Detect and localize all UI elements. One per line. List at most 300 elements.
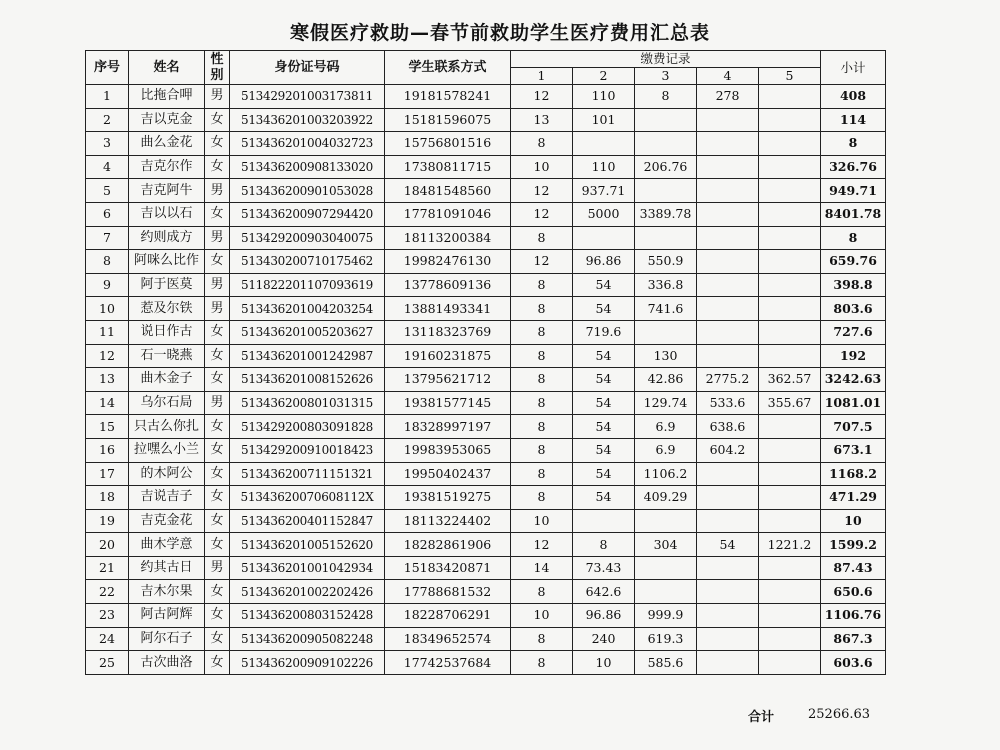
cell-seq: 4: [86, 155, 129, 179]
cell-payment-2: 96.86: [573, 604, 635, 628]
table-row: [86, 108, 886, 132]
cell-gender: 男: [205, 391, 230, 415]
table-row: [86, 391, 886, 415]
cell-payment-4: 54: [697, 533, 759, 557]
cell-payment-1: 8: [511, 651, 573, 675]
cell-gender: 女: [205, 438, 230, 462]
cell-gender: 女: [205, 415, 230, 439]
cell-name: 的木阿公: [129, 462, 205, 486]
cell-gender: 女: [205, 155, 230, 179]
cell-payment-3: 619.3: [635, 627, 697, 651]
cell-payment-1: 8: [511, 368, 573, 392]
cell-payment-5: 355.67: [759, 391, 821, 415]
header-payments: 缴费记录: [511, 51, 821, 68]
cell-gender: 男: [205, 226, 230, 250]
cell-gender: 女: [205, 651, 230, 675]
cell-payment-5: 362.57: [759, 368, 821, 392]
cell-payment-4: [697, 155, 759, 179]
cell-payment-4: [697, 179, 759, 203]
cell-payment-2: 719.6: [573, 320, 635, 344]
cell-gender: 女: [205, 108, 230, 132]
cell-payment-5: [759, 580, 821, 604]
cell-payment-4: [697, 627, 759, 651]
cell-payment-4: [697, 604, 759, 628]
cell-subtotal: 192: [821, 344, 886, 368]
cell-payment-2: 937.71: [573, 179, 635, 203]
table-row: [86, 627, 886, 651]
cell-payment-3: [635, 556, 697, 580]
cell-name: 吉克尔作: [129, 155, 205, 179]
cell-phone: 18228706291: [385, 604, 511, 628]
cell-payment-1: 8: [511, 132, 573, 156]
cell-subtotal: 949.71: [821, 179, 886, 203]
cell-payment-1: 8: [511, 438, 573, 462]
cell-payment-1: 10: [511, 509, 573, 533]
table-row: [86, 556, 886, 580]
cell-name: 吉克金花: [129, 509, 205, 533]
cell-payment-4: [697, 486, 759, 510]
cell-payment-2: 10: [573, 651, 635, 675]
cell-seq: 21: [86, 556, 129, 580]
cell-seq: 25: [86, 651, 129, 675]
cell-payment-1: 12: [511, 85, 573, 109]
cell-payment-3: 6.9: [635, 438, 697, 462]
cell-payment-1: 12: [511, 179, 573, 203]
table-row: [86, 85, 886, 109]
cell-name: 曲么金花: [129, 132, 205, 156]
cell-payment-2: 54: [573, 344, 635, 368]
table-row: [86, 438, 886, 462]
cell-payment-5: [759, 604, 821, 628]
cell-payment-5: [759, 627, 821, 651]
cell-payment-5: [759, 132, 821, 156]
cell-payment-1: 12: [511, 202, 573, 226]
cell-payment-3: 336.8: [635, 273, 697, 297]
cell-payment-4: [697, 462, 759, 486]
cell-seq: 18: [86, 486, 129, 510]
cell-phone: 17788681532: [385, 580, 511, 604]
cell-payment-3: 999.9: [635, 604, 697, 628]
cell-seq: 17: [86, 462, 129, 486]
cell-payment-5: [759, 297, 821, 321]
cell-payment-1: 8: [511, 580, 573, 604]
cell-name: 吉克阿牛: [129, 179, 205, 203]
cell-subtotal: 707.5: [821, 415, 886, 439]
cell-seq: 10: [86, 297, 129, 321]
cell-name: 阿尔石子: [129, 627, 205, 651]
cell-phone: 19982476130: [385, 250, 511, 274]
cell-payment-1: 8: [511, 344, 573, 368]
cell-payment-5: [759, 108, 821, 132]
cell-id-number: 513436201001042934: [230, 556, 385, 580]
cell-subtotal: 727.6: [821, 320, 886, 344]
cell-payment-3: [635, 108, 697, 132]
header-pay-3: 3: [635, 68, 697, 85]
cell-seq: 2: [86, 108, 129, 132]
cell-seq: 5: [86, 179, 129, 203]
cell-payment-3: [635, 132, 697, 156]
cell-payment-4: 2775.2: [697, 368, 759, 392]
table-row: [86, 533, 886, 557]
cell-payment-2: 240: [573, 627, 635, 651]
cell-name: 约则成方: [129, 226, 205, 250]
cell-subtotal: 1168.2: [821, 462, 886, 486]
cell-id-number: 513436200907294420: [230, 202, 385, 226]
cell-gender: 女: [205, 533, 230, 557]
cell-payment-1: 10: [511, 155, 573, 179]
cell-id-number: 513429201003173811: [230, 85, 385, 109]
cell-seq: 6: [86, 202, 129, 226]
cell-seq: 16: [86, 438, 129, 462]
header-subtotal: 小计: [821, 51, 886, 85]
table-row: [86, 297, 886, 321]
cell-payment-2: 54: [573, 273, 635, 297]
cell-payment-4: 638.6: [697, 415, 759, 439]
cell-phone: 13795621712: [385, 368, 511, 392]
cell-payment-1: 8: [511, 486, 573, 510]
cell-name: 曲木学意: [129, 533, 205, 557]
cell-gender: 女: [205, 320, 230, 344]
cell-payment-4: [697, 132, 759, 156]
cell-phone: 17380811715: [385, 155, 511, 179]
cell-id-number: 513436201005152620: [230, 533, 385, 557]
cell-seq: 11: [86, 320, 129, 344]
cell-subtotal: 8401.78: [821, 202, 886, 226]
cell-phone: 15181596075: [385, 108, 511, 132]
cell-payment-4: [697, 556, 759, 580]
cell-gender: 女: [205, 202, 230, 226]
cell-payment-3: 304: [635, 533, 697, 557]
header-pay-5: 5: [759, 68, 821, 85]
cell-payment-5: [759, 344, 821, 368]
header-pay-1: 1: [511, 68, 573, 85]
cell-gender: 男: [205, 179, 230, 203]
cell-subtotal: 408: [821, 85, 886, 109]
cell-payment-4: [697, 202, 759, 226]
cell-name: 拉嘿么小兰: [129, 438, 205, 462]
cell-subtotal: 650.6: [821, 580, 886, 604]
header-id: 身份证号码: [230, 51, 385, 85]
cell-payment-1: 12: [511, 533, 573, 557]
cell-subtotal: 87.43: [821, 556, 886, 580]
cell-payment-1: 8: [511, 627, 573, 651]
cell-id-number: 513429200803091828: [230, 415, 385, 439]
cell-payment-4: [697, 108, 759, 132]
cell-id-number: 513436201002202426: [230, 580, 385, 604]
cell-payment-5: [759, 509, 821, 533]
cell-payment-4: [697, 651, 759, 675]
cell-payment-3: 1106.2: [635, 462, 697, 486]
cell-subtotal: 8: [821, 226, 886, 250]
cell-phone: 19381577145: [385, 391, 511, 415]
cell-phone: 13118323769: [385, 320, 511, 344]
cell-id-number: 513436200801031315: [230, 391, 385, 415]
cell-name: 古次曲洛: [129, 651, 205, 675]
cell-payment-3: 130: [635, 344, 697, 368]
cell-id-number: 513436200908133020: [230, 155, 385, 179]
cell-payment-1: 8: [511, 415, 573, 439]
cell-payment-5: [759, 556, 821, 580]
cell-phone: 19950402437: [385, 462, 511, 486]
cell-payment-3: 129.74: [635, 391, 697, 415]
cell-payment-5: [759, 462, 821, 486]
cell-payment-1: 13: [511, 108, 573, 132]
cell-payment-2: 8: [573, 533, 635, 557]
cell-gender: 女: [205, 604, 230, 628]
cell-payment-4: [697, 344, 759, 368]
cell-name: 吉木尔果: [129, 580, 205, 604]
cell-seq: 12: [86, 344, 129, 368]
cell-payment-4: [697, 580, 759, 604]
cell-payment-5: 1221.2: [759, 533, 821, 557]
cell-subtotal: 114: [821, 108, 886, 132]
cell-payment-3: 3389.78: [635, 202, 697, 226]
cell-payment-2: 110: [573, 85, 635, 109]
cell-payment-2: 54: [573, 391, 635, 415]
cell-payment-2: 110: [573, 155, 635, 179]
cell-name: 阿古阿辉: [129, 604, 205, 628]
header-gender-bottom: 别: [210, 67, 224, 83]
cell-id-number: 511822201107093619: [230, 273, 385, 297]
cell-phone: 18113224402: [385, 509, 511, 533]
cell-payment-2: 54: [573, 486, 635, 510]
cell-payment-5: [759, 155, 821, 179]
cell-phone: 18282861906: [385, 533, 511, 557]
cell-payment-5: [759, 250, 821, 274]
cell-payment-2: 54: [573, 297, 635, 321]
cell-gender: 女: [205, 627, 230, 651]
cell-phone: 18113200384: [385, 226, 511, 250]
cell-payment-3: 8: [635, 85, 697, 109]
cell-payment-3: 741.6: [635, 297, 697, 321]
table-row: [86, 368, 886, 392]
document-title: 寒假医疗救助—春节前救助学生医疗费用汇总表: [289, 22, 710, 44]
cell-phone: 15756801516: [385, 132, 511, 156]
cell-id-number: 513436201001242987: [230, 344, 385, 368]
cell-seq: 19: [86, 509, 129, 533]
cell-payment-3: [635, 226, 697, 250]
cell-id-number: 513436201003203922: [230, 108, 385, 132]
cell-phone: 15183420871: [385, 556, 511, 580]
cell-payment-2: 642.6: [573, 580, 635, 604]
cell-name: 吉说吉子: [129, 486, 205, 510]
cell-payment-2: 96.86: [573, 250, 635, 274]
cell-subtotal: 867.3: [821, 627, 886, 651]
total-label: 合计: [748, 710, 775, 725]
cell-name: 吉以以石: [129, 202, 205, 226]
cell-payment-3: [635, 580, 697, 604]
cell-payment-5: [759, 438, 821, 462]
cell-subtotal: 10: [821, 509, 886, 533]
cell-gender: 女: [205, 462, 230, 486]
cell-payment-1: 14: [511, 556, 573, 580]
cell-payment-5: [759, 651, 821, 675]
cell-gender: 女: [205, 250, 230, 274]
cell-id-number: 513436201008152626: [230, 368, 385, 392]
cell-gender: 男: [205, 273, 230, 297]
cell-payment-2: [573, 132, 635, 156]
cell-payment-5: [759, 85, 821, 109]
cell-subtotal: 1106.76: [821, 604, 886, 628]
cell-payment-5: [759, 415, 821, 439]
cell-payment-3: [635, 509, 697, 533]
cell-phone: 18328997197: [385, 415, 511, 439]
table-body: [86, 85, 886, 675]
cell-gender: 女: [205, 368, 230, 392]
cell-phone: 19181578241: [385, 85, 511, 109]
cell-id-number: 513436201004203254: [230, 297, 385, 321]
summary-table: [85, 50, 886, 675]
cell-payment-4: [697, 509, 759, 533]
cell-id-number: 513436200909102226: [230, 651, 385, 675]
cell-payment-2: 54: [573, 415, 635, 439]
cell-payment-2: 101: [573, 108, 635, 132]
cell-payment-3: 6.9: [635, 415, 697, 439]
cell-payment-1: 12: [511, 250, 573, 274]
cell-payment-2: 54: [573, 462, 635, 486]
cell-gender: 男: [205, 556, 230, 580]
cell-payment-5: [759, 202, 821, 226]
cell-id-number: 513436200711151321: [230, 462, 385, 486]
cell-id-number: 513429200910018423: [230, 438, 385, 462]
total-value: 25266.63: [808, 707, 871, 722]
cell-gender: 女: [205, 580, 230, 604]
cell-subtotal: 8: [821, 132, 886, 156]
table-row: [86, 415, 886, 439]
cell-subtotal: 659.76: [821, 250, 886, 274]
cell-name: 惹及尔铁: [129, 297, 205, 321]
header-pay-2: 2: [573, 68, 635, 85]
cell-payment-4: [697, 226, 759, 250]
cell-seq: 24: [86, 627, 129, 651]
cell-payment-2: 73.43: [573, 556, 635, 580]
table-row: [86, 651, 886, 675]
cell-payment-2: 54: [573, 368, 635, 392]
cell-subtotal: 471.29: [821, 486, 886, 510]
cell-seq: 7: [86, 226, 129, 250]
cell-name: 只古么你扎: [129, 415, 205, 439]
cell-payment-5: [759, 226, 821, 250]
cell-name: 吉以克金: [129, 108, 205, 132]
cell-payment-4: [697, 250, 759, 274]
cell-payment-2: 54: [573, 438, 635, 462]
cell-payment-4: [697, 273, 759, 297]
cell-phone: 17742537684: [385, 651, 511, 675]
cell-payment-3: 550.9: [635, 250, 697, 274]
cell-id-number: 513429200903040075: [230, 226, 385, 250]
cell-phone: 18349652574: [385, 627, 511, 651]
cell-gender: 女: [205, 486, 230, 510]
cell-payment-4: 604.2: [697, 438, 759, 462]
cell-payment-3: [635, 179, 697, 203]
cell-gender: 男: [205, 85, 230, 109]
table-row: [86, 344, 886, 368]
cell-name: 曲木金子: [129, 368, 205, 392]
table-row: [86, 604, 886, 628]
cell-gender: 女: [205, 344, 230, 368]
header-gender-top: 性: [210, 51, 224, 67]
cell-seq: 15: [86, 415, 129, 439]
cell-seq: 14: [86, 391, 129, 415]
cell-id-number: 513436200401152847: [230, 509, 385, 533]
cell-name: 石一晓燕: [129, 344, 205, 368]
cell-payment-2: 5000: [573, 202, 635, 226]
cell-seq: 23: [86, 604, 129, 628]
cell-payment-5: [759, 486, 821, 510]
table-row: [86, 320, 886, 344]
table-row: [86, 226, 886, 250]
cell-payment-4: 533.6: [697, 391, 759, 415]
cell-name: 阿咪么比作: [129, 250, 205, 274]
cell-payment-2: [573, 509, 635, 533]
cell-payment-3: 409.29: [635, 486, 697, 510]
cell-payment-1: 10: [511, 604, 573, 628]
cell-phone: 13881493341: [385, 297, 511, 321]
cell-gender: 女: [205, 509, 230, 533]
cell-payment-1: 8: [511, 273, 573, 297]
cell-subtotal: 326.76: [821, 155, 886, 179]
cell-id-number: 513436201005203627: [230, 320, 385, 344]
cell-payment-5: [759, 179, 821, 203]
cell-payment-3: [635, 320, 697, 344]
header-phone: 学生联系方式: [385, 51, 511, 85]
table-row: [86, 509, 886, 533]
cell-seq: 22: [86, 580, 129, 604]
cell-seq: 9: [86, 273, 129, 297]
cell-id-number: 513436201004032723: [230, 132, 385, 156]
cell-phone: 17781091046: [385, 202, 511, 226]
cell-seq: 13: [86, 368, 129, 392]
cell-subtotal: 803.6: [821, 297, 886, 321]
table-row: [86, 179, 886, 203]
header-seq: 序号: [86, 51, 129, 85]
cell-seq: 1: [86, 85, 129, 109]
cell-payment-3: 206.76: [635, 155, 697, 179]
header-gender: [205, 51, 230, 85]
cell-payment-4: [697, 320, 759, 344]
cell-subtotal: 1081.01: [821, 391, 886, 415]
table-row: [86, 250, 886, 274]
cell-subtotal: 1599.2: [821, 533, 886, 557]
cell-seq: 3: [86, 132, 129, 156]
cell-payment-1: 8: [511, 320, 573, 344]
table-row: [86, 155, 886, 179]
table-row: [86, 580, 886, 604]
cell-name: 乌尔石局: [129, 391, 205, 415]
cell-name: 说日作古: [129, 320, 205, 344]
cell-payment-2: [573, 226, 635, 250]
cell-payment-1: 8: [511, 391, 573, 415]
cell-payment-4: 278: [697, 85, 759, 109]
cell-payment-3: 42.86: [635, 368, 697, 392]
cell-seq: 8: [86, 250, 129, 274]
cell-id-number: 513436200905082248: [230, 627, 385, 651]
cell-phone: 19160231875: [385, 344, 511, 368]
table-row: [86, 486, 886, 510]
header-pay-4: 4: [697, 68, 759, 85]
cell-id-number: 513436200803152428: [230, 604, 385, 628]
cell-payment-4: [697, 297, 759, 321]
cell-name: 约其古日: [129, 556, 205, 580]
cell-payment-5: [759, 320, 821, 344]
cell-subtotal: 673.1: [821, 438, 886, 462]
cell-phone: 19983953065: [385, 438, 511, 462]
header-name: 姓名: [129, 51, 205, 85]
cell-phone: 19381519275: [385, 486, 511, 510]
cell-payment-3: 585.6: [635, 651, 697, 675]
table-row: [86, 132, 886, 156]
table-row: [86, 202, 886, 226]
